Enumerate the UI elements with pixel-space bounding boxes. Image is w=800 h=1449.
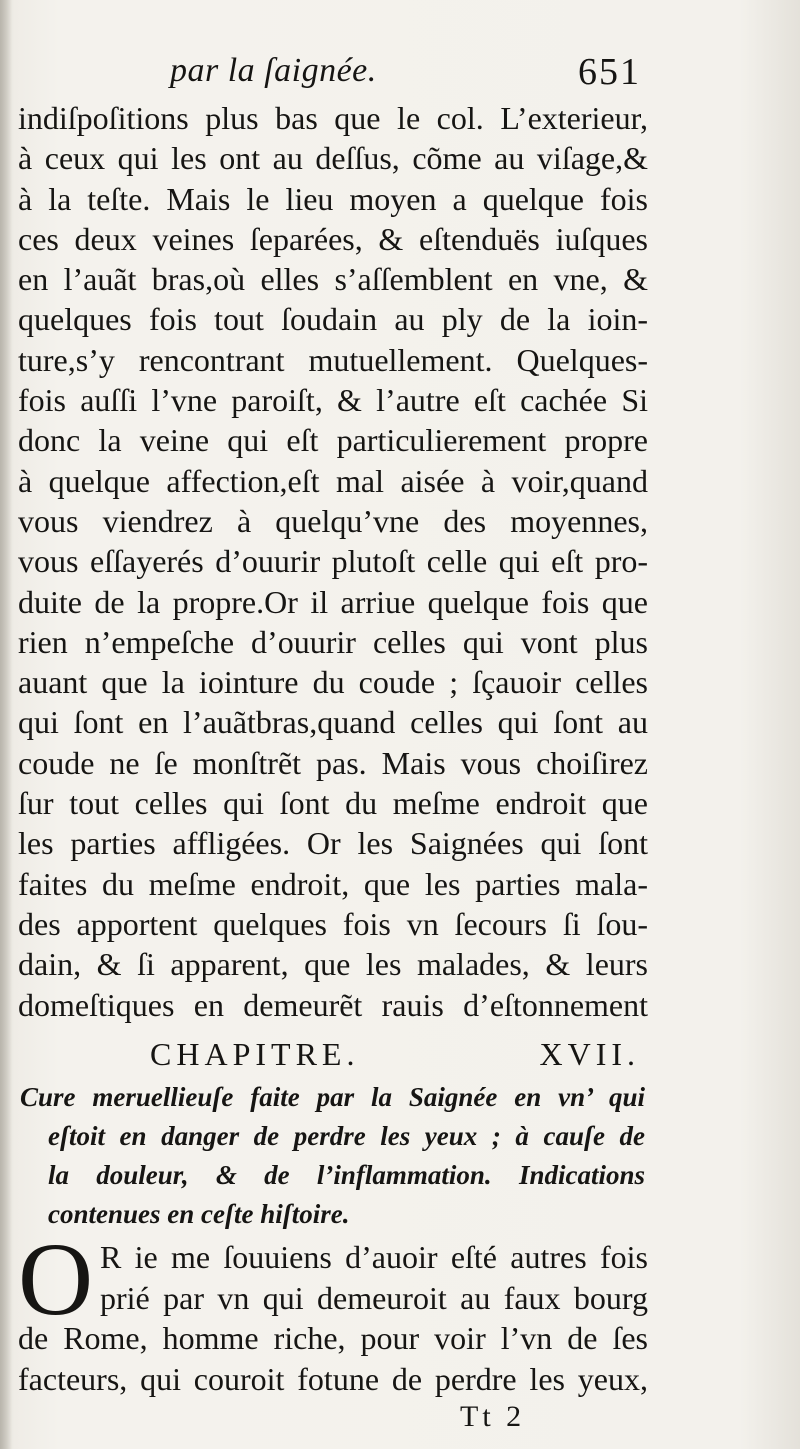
body-line: rien n’empeſche d’ouurir celles qui vont plus — [18, 623, 648, 660]
body-line: dain, & ſi apparent, que les malades, & leurs — [18, 946, 648, 983]
page-header — [0, 46, 800, 96]
body-line: indiſpoſitions plus bas que le col. L’exterieur, — [18, 100, 648, 136]
summary-line: contenues en ceſte hiſtoire. — [48, 1199, 350, 1229]
body-line: duite de la propre.Or il arriue quelque fois que — [18, 583, 648, 620]
drop-cap: O — [18, 1222, 94, 1337]
gutter-shadow — [0, 0, 12, 1449]
signature-mark: Tt 2 — [460, 1400, 526, 1433]
opening-line: de Rome, homme riche, pour voir l’vn de ſes — [18, 1320, 648, 1357]
chapter-opening — [18, 1222, 648, 1399]
body-line: des apportent quelques fois vn ſecours ſi ſou- — [18, 905, 648, 942]
body-line: vous eſſayerés d’ouurir plutoſt celle qui eſt pro- — [18, 543, 648, 580]
chapter-title: CHAPITRE. XVII. — [150, 1036, 640, 1072]
opening-line: facteurs, qui couroit fotune de perdre les yeux, — [18, 1360, 648, 1397]
body-line: à la teſte. Mais le lieu moyen a quelque fois — [18, 180, 648, 217]
body-line: auant que la iointure du coude ; ſçauoir celles — [18, 664, 648, 701]
body-line: domeſtiques en demeurẽt rauis d’eſtonnement — [18, 986, 648, 1023]
running-head: par la ſaignée. — [170, 52, 377, 89]
body-line: à ceux qui les ont au deſſus, cõme au viſage,& — [18, 140, 648, 177]
summary-line: la douleur, & de l’inflammation. Indications — [48, 1160, 645, 1190]
body-line: ces deux veines ſeparées, & eſtenduës iuſques — [18, 220, 648, 257]
body-line: les parties affligées. Or les Saignées qui ſont — [18, 825, 648, 862]
chapter-summary — [20, 1078, 645, 1234]
summary-line: eſtoit en danger de perdre les yeux ; à cauſe de — [48, 1121, 645, 1151]
body-line: vous viendrez à quelqu’vne des moyennes, — [18, 502, 648, 539]
body-line: qui ſont en l’auãtbras,quand celles qui ſont au — [18, 704, 648, 741]
body-line: coude ne ſe monſtrẽt pas. Mais vous choiſirez — [18, 744, 648, 781]
body-line: à quelque affection,eſt mal aisée à voir,quand — [18, 462, 648, 499]
body-line: ſur tout celles qui ſont du meſme endroit que — [18, 785, 648, 822]
body-line: faites du meſme endroit, que les parties mala- — [18, 865, 648, 902]
body-line: ture,s’y rencontrant mutuellement. Quelques- — [18, 341, 648, 378]
body-line: fois auſſi l’vne paroiſt, & l’autre eſt cachée Si — [18, 382, 648, 419]
summary-line: Cure meruellieuſe faite par la Saignée en vn’ qui — [20, 1082, 645, 1112]
opening-line: prié par vn qui demeuroit au faux bourg — [100, 1279, 648, 1316]
opening-line: R ie me ſouuiens d’auoir eſté autres fois — [100, 1239, 648, 1275]
body-line: en l’auãt bras,où elles s’aſſemblent en vne, & — [18, 261, 648, 298]
page-number: 651 — [578, 51, 641, 93]
body-line: quelques fois tout ſoudain au ply de la ioin- — [18, 301, 648, 338]
body-text — [18, 98, 648, 1025]
body-line: donc la veine qui eſt particulierement propre — [18, 422, 648, 459]
